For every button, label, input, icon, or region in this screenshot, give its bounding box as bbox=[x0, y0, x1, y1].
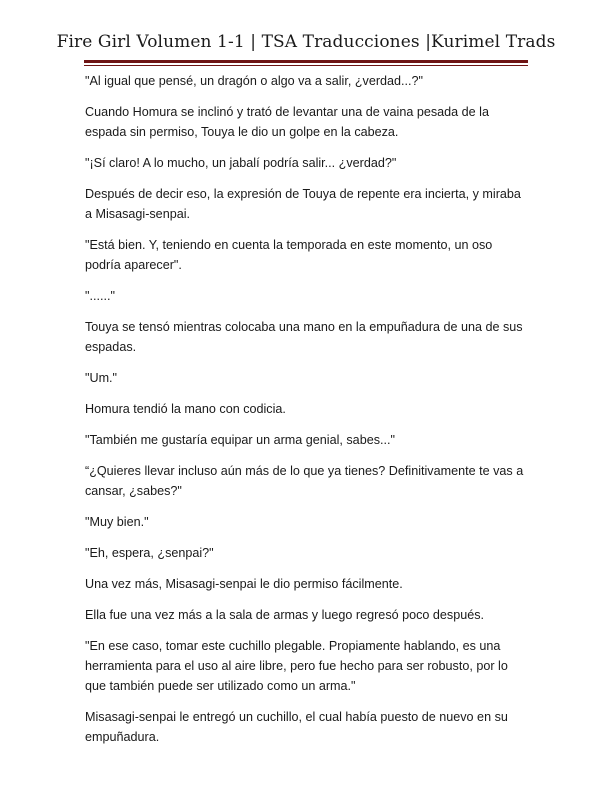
paragraph: "Al igual que pensé, un dragón o algo va a salir, ¿verdad...?" bbox=[85, 74, 423, 88]
paragraph: "En ese caso, tomar este cuchillo plegable. Propiamente hablando, es una herramienta para el uso al aire libre, pero fue hecho para ser robusto, por lo que también puede ser utilizado como un arma." bbox=[85, 639, 508, 693]
paragraph: Misasagi-senpai le entregó un cuchillo, el cual había puesto de nuevo en su empuñadura. bbox=[85, 710, 508, 744]
page-header-title: Fire Girl Volumen 1-1 | TSA Traducciones |Kurimel Trads bbox=[56, 32, 556, 52]
header-rule-thin bbox=[84, 65, 528, 66]
paragraph: Después de decir eso, la expresión de Touya de repente era incierta, y miraba a Misasagi-senpai. bbox=[85, 187, 521, 221]
paragraph: Una vez más, Misasagi-senpai le dio permiso fácilmente. bbox=[85, 577, 403, 591]
paragraph: "Muy bien." bbox=[85, 515, 149, 529]
paragraph: Homura tendió la mano con codicia. bbox=[85, 402, 286, 416]
paragraph: Touya se tensó mientras colocaba una mano en la empuñadura de una de sus espadas. bbox=[85, 320, 523, 354]
paragraph: "......" bbox=[85, 289, 115, 303]
paragraph: Cuando Homura se inclinó y trató de levantar una de vaina pesada de la espada sin permiso, Touya le dio un golpe en la cabeza. bbox=[85, 105, 489, 139]
document-body bbox=[85, 71, 527, 758]
paragraph: “¿Quieres llevar incluso aún más de lo que ya tienes? Definitivamente te vas a cansar, ¿sabes?" bbox=[85, 464, 524, 498]
paragraph: "También me gustaría equipar un arma genial, sabes..." bbox=[85, 433, 395, 447]
paragraph: Ella fue una vez más a la sala de armas y luego regresó poco después. bbox=[85, 608, 485, 622]
paragraph: "Eh, espera, ¿senpai?" bbox=[85, 546, 214, 560]
paragraph: "Um." bbox=[85, 371, 118, 385]
paragraph: "¡Sí claro! A lo mucho, un jabalí podría salir... ¿verdad?" bbox=[85, 156, 397, 170]
header-rule-thick bbox=[84, 60, 528, 63]
paragraph: "Está bien. Y, teniendo en cuenta la temporada en este momento, un oso podría aparecer". bbox=[85, 238, 493, 272]
